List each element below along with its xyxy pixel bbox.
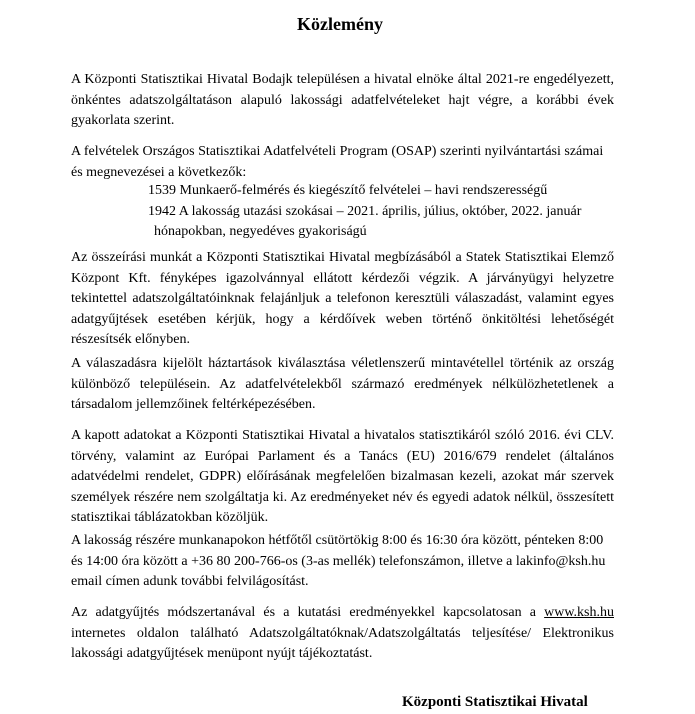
signature: Központi Statisztikai Hivatal <box>402 694 588 710</box>
paragraph-more-info <box>71 603 614 665</box>
osap-item-text: 1942 A lakosság utazási szokásai – 2021. április, július, október, 2022. január <box>148 203 582 219</box>
osap-list <box>148 181 618 243</box>
osap-item-1942 <box>148 202 618 243</box>
paragraph-contact: A lakosság részére munkanapokon hétfőtől csütörtökig 8:00 és 16:30 óra között, pénteken 8:00 és 14:00 óra között a +36 80 200-766-os (3-as mellék) telefonszámon, illetve a lakinfo@ksh.hu email címen adunk további felvilágosítást. <box>71 533 606 589</box>
osap-item-1539 <box>148 181 618 202</box>
osap-item-text: 1539 Munkaerő-felmérés és kiegészítő felvételei – havi rendszerességű <box>148 183 548 198</box>
osap-item-continuation: hónapokban, negyedéves gyakoriságú <box>154 224 367 239</box>
more-info-text-before: Az adatgyűjtés módszertanával és a kutatási eredményekkel kapcsolatosan a <box>71 605 545 620</box>
more-info-text-after: internetes oldalon található Adatszolgáltatóknak/Adatszolgáltatás teljesítése/ Elektronikus lakossági adatgyűjtések menüpont nyújt tájékoztatást. <box>71 625 614 661</box>
paragraph-intro: A Központi Statisztikai Hivatal Bodajk településen a hivatal elnöke által 2021-re engedélyezett, önkéntes adatszolgáltatáson alapuló lakossági adatfelvételeket hajt végre, a korábbi évek gyakorlata szerint. <box>71 72 614 128</box>
paragraph-data-protection: A kapott adatokat a Központi Statisztikai Hivatal a hivatalos statisztikáról szóló 2016. évi CLV. törvény, valamint az Európai Parlament és a Tanács (EU) 2016/679 rendelet (általános adatvédelmi rendelet, GDPR) előírásának megfelelően bizalmasan kezeli, azokat már szervek személyek részére nem szolgáltatja ki. Az eredményeket név és egyedi adatok nélkül, összesített statisztikai táblázatokban közöljük. <box>71 428 614 525</box>
ksh-website-link[interactable]: www.ksh.hu <box>544 605 614 620</box>
paragraph-fieldwork: Az összeírási munkát a Központi Statisztikai Hivatal megbízásából a Statek Statisztikai Elemző Központ Kft. fényképes igazolvánnyal ellátott kérdezői végzik. A járványügyi helyzetre tekintettel adatszolgáltatóinknak felajánljuk a telefonon keresztüli válaszadást, valamint egyes adatgyűjtések esetében kérjük, hogy a kérdőívek weben történő önkitöltési lehetőségét részesítsék előnyben. <box>71 250 614 347</box>
document-title: Közlemény <box>297 14 383 34</box>
paragraph-osap-intro: A felvételek Országos Statisztikai Adatfelvételi Program (OSAP) szerinti nyilvántartási számai és megnevezései a következők: <box>71 144 604 180</box>
paragraph-sampling: A válaszadásra kijelölt háztartások kiválasztása véletlenszerű mintavétellel történik az ország különböző településein. Az adatfelvételekből származó eredmények nélkülözhetetlenek a társadalom jellemzőinek feltérképezésében. <box>71 356 614 412</box>
